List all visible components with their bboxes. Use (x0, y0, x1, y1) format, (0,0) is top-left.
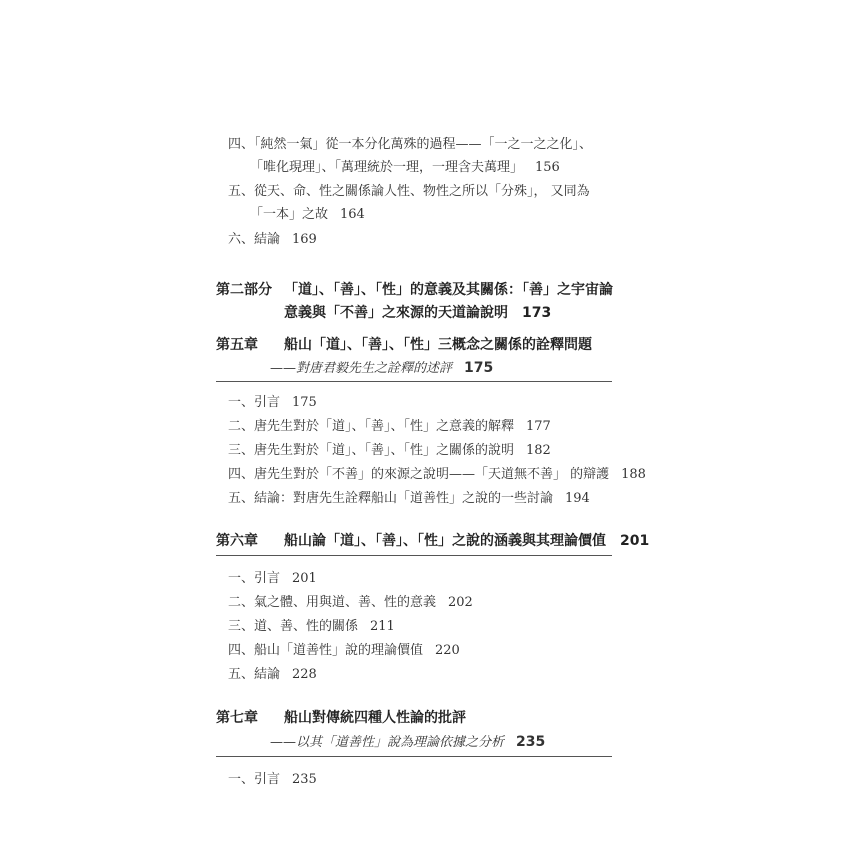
toc-entry (250, 207, 365, 223)
entry-text: 五、結論：對唐先生詮釋船山「道善性」之說的一些討論 (228, 491, 554, 506)
entry-text: 四、「純然一氣」從一本分化萬殊的過程——「一之一之之化」、 (228, 137, 593, 152)
page-number: 211 (370, 619, 395, 634)
page-number: 228 (292, 667, 317, 682)
page-number: 175 (464, 360, 494, 376)
page-number: 201 (620, 533, 650, 549)
entry-text: 五、從天、命、性之關係論人性、物性之所以「分殊」， 又同為 (228, 184, 590, 199)
part-heading-line2 (284, 304, 551, 322)
page-number: 156 (535, 160, 560, 175)
entry-text: 四、船山「道善性」說的理論價值 (228, 643, 424, 658)
page-number: 235 (292, 772, 317, 787)
page-number: 235 (516, 734, 546, 750)
chapter-title: 船山「道」、「善」、「性」三概念之關係的詮釋問題 (284, 337, 592, 353)
part-title: 意義與「不善」之來源的天道論說明 (284, 305, 508, 321)
page-number: 202 (448, 595, 473, 610)
page-number: 175 (292, 395, 317, 410)
chapter-heading (216, 532, 649, 550)
entry-text: 一、引言 (228, 395, 281, 410)
entry-text: 二、唐先生對於「道」、「善」、「性」之意義的解釋 (228, 419, 515, 434)
toc-entry (228, 643, 460, 659)
part-label: 第二部分 (216, 282, 272, 298)
page-number: 177 (526, 419, 551, 434)
part-title: 「道」、「善」、「性」的意義及其關係：「善」之宇宙論 (284, 282, 613, 298)
entry-text: 二、氣之體、用與道、善、性的意義 (228, 595, 437, 610)
chapter-label: 第六章 (216, 533, 258, 549)
entry-text: 六、結論 (228, 232, 281, 247)
toc-entry (228, 491, 590, 507)
page-number: 201 (292, 571, 317, 586)
toc-entry (228, 772, 317, 788)
entry-text: 四、唐先生對於「不善」的來源之說明——「天道無不善」 的辯護 (228, 467, 610, 482)
entry-text: 「一本」之故 (250, 207, 329, 222)
subtitle-text: ——以其「道善性」說為理論依據之分析 (270, 735, 505, 750)
entry-text: 一、引言 (228, 772, 281, 787)
toc-entry (228, 419, 551, 435)
chapter-subtitle (270, 359, 493, 378)
toc-entry (228, 184, 590, 200)
toc-entry (228, 443, 551, 459)
page-number: 220 (435, 643, 460, 658)
page-number: 182 (526, 443, 551, 458)
toc-entry (228, 467, 646, 483)
page-number: 169 (292, 232, 317, 247)
toc-entry (228, 232, 317, 248)
toc-entry (250, 160, 560, 176)
page-number: 173 (522, 305, 552, 321)
chapter-title: 船山論「道」、「善」、「性」之說的涵義與其理論價值 (284, 533, 606, 549)
toc-entry (228, 667, 317, 683)
chapter-label: 第七章 (216, 710, 258, 726)
toc-entry (228, 395, 317, 411)
chapter-title: 船山對傳統四種人性論的批評 (284, 710, 466, 726)
page-number: 164 (340, 207, 365, 222)
toc-entry (228, 571, 317, 587)
entry-text: 一、引言 (228, 571, 281, 586)
part-heading (216, 281, 613, 299)
toc-entry (228, 137, 592, 153)
entry-text: 「唯化現理」、「萬理統於一理，一理含夫萬理」 (250, 160, 524, 175)
entry-text: 三、唐先生對於「道」、「善」、「性」之關係的說明 (228, 443, 515, 458)
chapter-heading (216, 336, 592, 354)
page-number: 194 (565, 491, 590, 506)
toc-entry (228, 619, 395, 635)
divider (216, 555, 612, 556)
entry-text: 五、結論 (228, 667, 281, 682)
toc-entry (228, 595, 473, 611)
page-number: 188 (621, 467, 646, 482)
subtitle-text: ——對唐君毅先生之詮釋的述評 (270, 361, 453, 376)
chapter-label: 第五章 (216, 337, 258, 353)
divider (216, 381, 612, 382)
chapter-subtitle (270, 733, 545, 752)
chapter-heading (216, 709, 466, 727)
divider (216, 756, 612, 757)
entry-text: 三、道、善、性的關係 (228, 619, 359, 634)
